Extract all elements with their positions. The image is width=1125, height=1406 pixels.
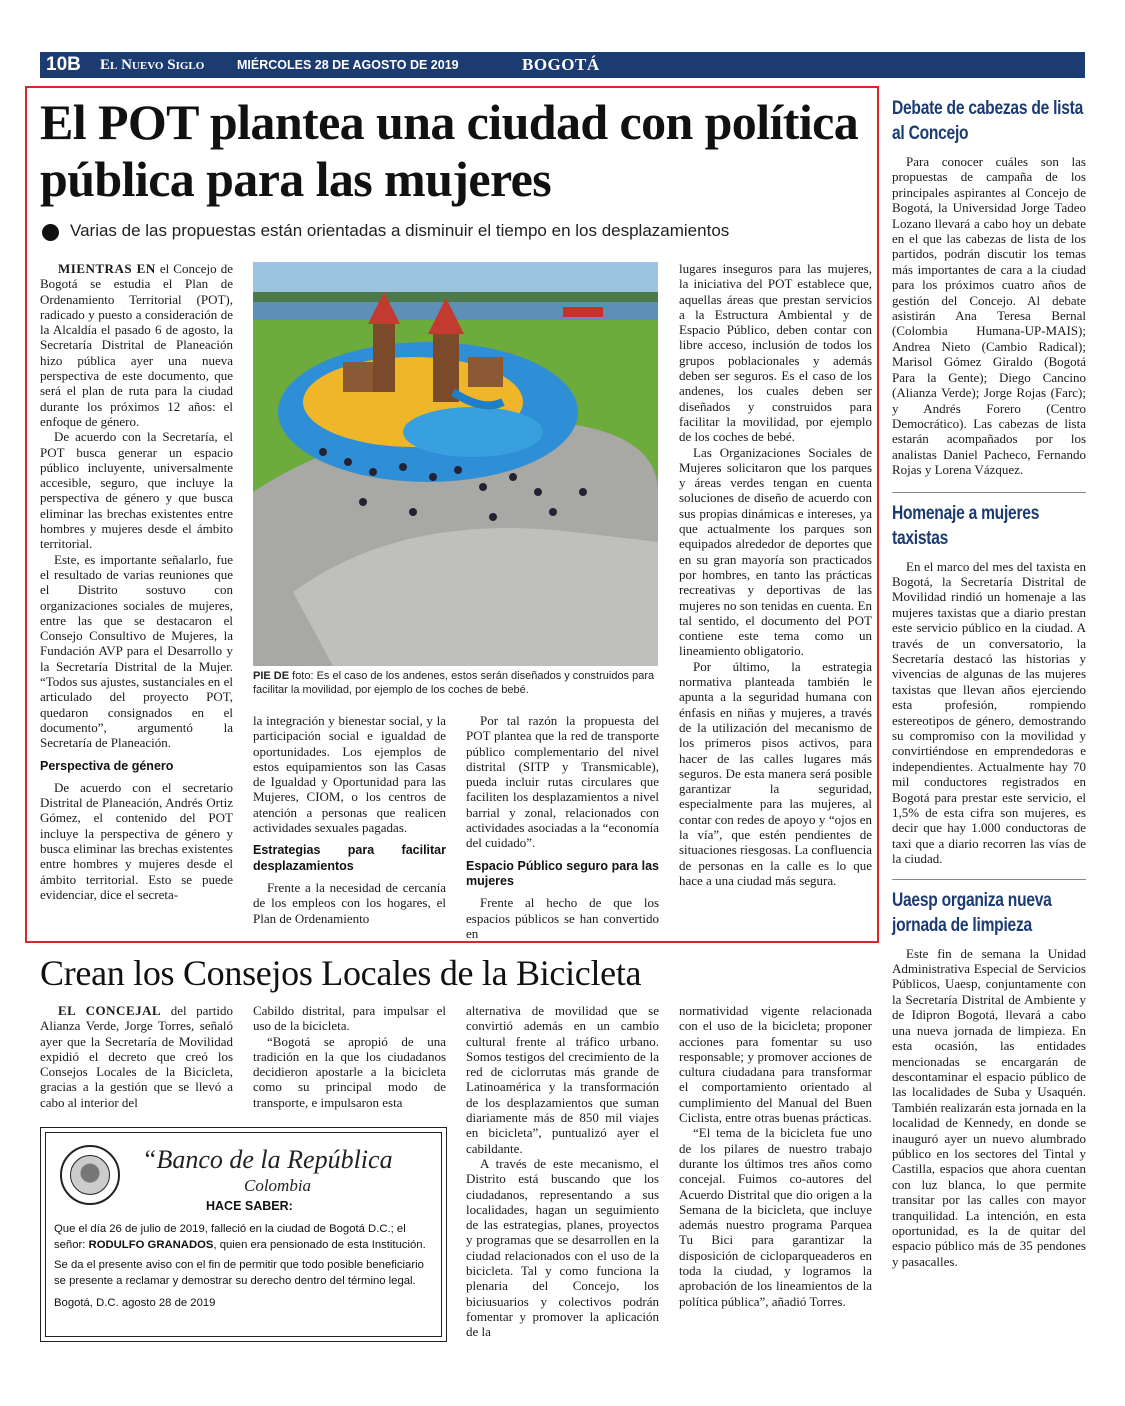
main-col-1: MIENTRAS EN el Concejo de Bogotá se estudia el Plan de Ordenamiento Territorial (POT), radicado y puesto a consideración de la Alcaldía el pasado 6 de agosto, la Secretaría Distrital de Planeación hizo pública ayer una nueva perspectiva de este documento, que será el plan de ruta para la ciudad durante los próximos 12 años: el enfoque de género. De acuerdo con la Secretaría, el POT busca generar un espacio público incluyente, universalmente accesible, seguro, que incluye la perspectiva de género y que busca eliminar las brechas existentes entre hombres y mujeres desde el ámbito territorial. Este, es importante señalarlo, fue el resultado de varias reuniones que el Distrito sostuvo con organizaciones sociales de mujeres, entre las que se destacaron el Consejo Consultivo de Mujeres, la Fundación AVP para el Desarrollo y la Secretaría Distrital de la Mujer. “Todos sus ajustes, sustanciales en el articulado del proyecto POT, quedaron consignados en el documento”, argumentó la Secretaría de Planeación. Perspectiva de género De acuerdo con el secretario Distrital de Planeación, Andrés Ortiz Gómez, el contenido del POT incluye la perspectiva de género y busca eliminar las brechas existentes entre hombres y mujeres desde el ámbito territorial. Esto se puede evidenciar, dice el secreta- — [40, 261, 234, 902]
issue-date: MIÉRCOLES 28 DE AGOSTO DE 2019 — [237, 58, 459, 72]
subhead-estrategias: Estrategias para facilitar desplazamientos — [253, 843, 446, 873]
page-number: 10B — [46, 54, 81, 75]
hace-saber: HACE SABER: — [206, 1199, 293, 1213]
sidebar-item-debate: Debate de cabezas de lista al Concejo Para conocer cuáles son las propuestas de campaña de los principales aspirantes al Concejo de Bogotá, la Universidad Jorge Tadeo Lozano llevará a cabo hoy un debate en el que las cabezas de lista de los partidos, podrán discutir los temas más importantes de cara a la ciudad para los próximos cuatro años de gestión del Concejo. Al debate asistirán Ana Teresa Bernal (Colombia Humana-UP-MAIS); Andrea Nieto (Cambio Radical); Marisol Gómez Giraldo (Bogotá Para la Gente); Diego Cancino (Alianza Verde); Jorge Rojas (Farc); y Andrés Forero (Centro Democrático). Las cabezas de lista estarán acompañados por los analistas Daniel Pacheco, Fernando Rojas y Lorena Vázquez. — [892, 98, 1086, 478]
notice-body: Que el día 26 de julio de 2019, falleció en la ciudad de Bogotá D.C.; el señor: RODULFO GRANADOS, quien era pensionado de esta Institución. Se da el presente aviso con el fin de permitir que todo posible beneficiario se presente a reclamar y demostrar su derecho dentro del término legal. Bogotá, D.C. agosto 28 de 2019 — [54, 1221, 434, 1311]
second-col-3: alternativa de movilidad que se convirtió además en un cambio cultural frente al tráfico urbano. Somos testigos del crecimiento de la red de ciclorrutas más grande de Latinoamérica y la transformación de los desplazamientos que suman diariamente más de 850 mil viajes en bicicleta”, puntualizó ayer el cabildante. A través de este mecanismo, el Distrito está buscando que los ciudadanos, representando a sus localidades, hagan un seguimiento de las estrategias, planes, proyectos y programas que se desarrollen en la ciudad relacionados con el uso de la bicicleta. Tal y como funciona la plenaria del Concejo, los biciusuarios y colectivos podrán fomentar y promover la aplicación de la — [466, 1003, 659, 1340]
bullet-icon — [42, 224, 59, 241]
second-headline: Crean los Consejos Locales de la Bicicleta — [40, 953, 642, 993]
bank-seal — [60, 1145, 120, 1205]
sidebar-title-uaesp: Uaesp organiza nueva jornada de limpieza — [892, 889, 1052, 936]
subheadline — [42, 221, 872, 243]
subhead-espacio-publico: Espacio Público seguro para las mujeres — [466, 858, 659, 888]
sidebar-divider — [892, 879, 1086, 880]
masthead: El Nuevo Siglo — [100, 57, 205, 73]
deceased-name: RODULFO GRANADOS — [88, 1239, 214, 1251]
bank-name: “Banco de la República — [142, 1145, 393, 1174]
legal-notice — [40, 1127, 447, 1342]
main-col-3: Por tal razón la propuesta del POT plantea que la red de transporte público complementario del nivel distrital (SITP y Transmicable), pueda incluir rutas circulares que faciliten los desplazamientos a nivel barrial y zonal, relacionados con actividades asociadas a la “economía del cuidado”. Espacio Público seguro para las mujeres Frente al hecho de que los espacios públicos se han convertido en — [466, 713, 659, 941]
quote-mark: “ — [142, 1145, 157, 1174]
sidebar-item-uaesp: Uaesp organiza nueva jornada de limpieza Este fin de semana la Unidad Administrativa Especial de Servicios Públicos, Uaesp, conjuntamente con la Secretaría Distrital de Ambiente y de Idipron Bogotá, llevará a cabo una nueva jornada de limpieza. En esta ocasión, las entidades mencionadas se encargarán de descontaminar el espacio público de las localidades de Suba y Usaquén. También realizarán esta jornada en la localidad de Kennedy, en donde se inauguró ayer un nuevo alumbrado público en los sectores del Tintal y Castilla, espacios que ahora cuentan con luz blanca, lo que permite transitar por las calles con mayor tranquilidad. La intención, en esta oportunidad, es la de quitar del espacio público más de 35 pendones y pasacalles. — [892, 889, 1086, 1269]
lead-in-concejal: EL CONCEJAL — [58, 1003, 162, 1018]
sidebar — [892, 96, 1086, 1269]
subhead-perspectiva: Perspectiva de género — [40, 758, 174, 773]
header-bar — [40, 52, 1085, 78]
bank-country: Colombia — [244, 1176, 312, 1195]
notice-date: Bogotá, D.C. agosto 28 de 2019 — [54, 1297, 216, 1309]
park-photo-illustration — [253, 262, 658, 666]
second-col-4: normatividad vigente relacionada con el uso de la bicicleta; proponer acciones para fomentar su uso responsable; y promover acciones de cultura ciudadana para transformar el comportamiento orientado al cumplimiento del Manual del Buen Ciclista, entre otras buenas prácticas. “El tema de la bicicleta fue uno de los pilares de nuestro trabajo durante los últimos tres años como concejal. Fuimos co-autores del Acuerdo Distrital que dio origen a la Semana de la bicicleta, que incluye además nuestro programa Parquea Tu Bici para garantizar la disposición de cicloparqueaderos en toda la ciudad, y logramos la aprobación de los lineamientos de la política pública”, añadió Torres. — [679, 1003, 872, 1309]
sidebar-title-taxistas: Homenaje a mujeres taxistas — [892, 502, 1040, 549]
second-col-2: Cabildo distrital, para impulsar el uso de la bicicleta. “Bogotá se apropió de una tradición en la que los ciudadanos decidieron apostarle a la bicicleta como su principal modo de transporte, e impulsaron esta — [253, 1003, 446, 1110]
section-name: BOGOTÁ — [522, 55, 600, 74]
sidebar-title-debate: Debate de cabezas de lista al Concejo — [892, 98, 1084, 144]
main-headline: El POT plantea una ciudad con política pública para las mujeres — [40, 94, 859, 207]
photo-caption: PIE DE foto: Es el caso de los andenes, estos serán diseñados y construidos para facilitar la movilidad, por ejemplo de los coches de bebé. — [253, 670, 655, 696]
lead-in: MIENTRAS EN — [58, 261, 156, 276]
park-photo — [253, 262, 658, 666]
second-col-1: EL CONCEJAL del partido Alianza Verde, Jorge Torres, señaló ayer que la Secretaría de Movilidad expidió el decreto que creó los Consejos Locales de la Bicicleta, gracias a la gestión que se llevó a cabo al interior del — [40, 1003, 233, 1110]
subheadline-text: Varias de las propuestas están orientadas a disminuir el tiempo en los desplazamientos — [70, 221, 730, 240]
sidebar-divider — [892, 492, 1086, 493]
main-col-4: lugares inseguros para las mujeres, la iniciativa del POT establece que, aquellas áreas que prestan servicios a la Estructura Ambiental y de Espacio Público, deben contar con libre acceso, inclusión de todos los grupos poblacionales y además deben ser seguros. Es el caso de los andenes, los cuales deben ser diseñados y construidos para facilitar la movilidad, por ejemplo de los coches de bebé. Las Organizaciones Sociales de Mujeres solicitaron que los parques y áreas verdes tengan en cuenta soluciones de diseño de acuerdo con sus propias dinámicas e intereses, ya que actualmente los parques son equipados alrededor de deportes que en su gran mayoría son practicados por hombres, en tanto las prácticas recreativas y deportivas de las mujeres no son tenidas en cuenta. En tal sentido, el documento del POT contiene este tema como un lineamiento obligatorio. Por último, la estrategia normativa planteada también le apunta a la seguridad humana con énfasis en niñas y mujeres, a través de la utilización del mecanismo de los primeros pisos activos, para hacer de las calles lugares más seguros. De esta manera será posible garantizar la seguridad, especialmente para las mujeres, al contar con redes de apoyo y “ojos en la vía”, que estén pendientes de situaciones riesgosas. La confluencia de personas en la calle es lo que hace a una ciudad más segura. — [679, 261, 872, 888]
main-col-2: la integración y bienestar social, y la participación social e igualdad de oportunidades. Los ejemplos de estos equipamientos son las Casas de Igualdad y Oportunidad para las Mujeres, CIOM, o los centros de atención a personas que realicen actividades sexuales pagadas. Estrategias para facilitar desplazamientos Frente a la necesidad de cercanía de los empleos con los hogares, el Plan de Ordenamiento — [253, 713, 446, 926]
caption-label: PIE DE — [253, 670, 290, 682]
sidebar-item-taxistas: Homenaje a mujeres taxistas En el marco del mes del taxista en Bogotá, la Secretaría Distrital de Movilidad rindió un homenaje a las mujeres taxistas que a diario prestan este servicio público en la ciudad. A través de un conversatorio, la Secretaría destacó las historias y vivencias de algunas de las mujeres taxistas que llevan años ejerciendo esta profesión, rompiendo estereotipos de género, demostrando su compromiso con la movilidad y convirtiéndose en emprendedoras e independientes. Actualmente hay 70 mil conductores registrados en Bogotá para prestar este servicio, el 1,5% de esta cifra son mujeres, es decir que hay 1.000 conductoras de taxi que a diario recorren las vías de la ciudad. — [892, 502, 1086, 867]
